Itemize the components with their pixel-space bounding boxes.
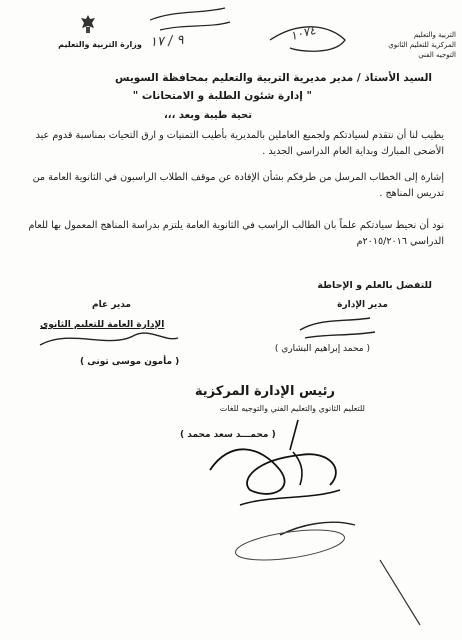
reference-number: ١٠٧٤ [288, 22, 318, 44]
ministry-line: التوجيه الفني [418, 51, 456, 59]
signature-scribble [300, 318, 375, 338]
ministry-header-right [376, 30, 456, 60]
ministry-name-left: وزارة التربية والتعليم [58, 40, 142, 49]
ministry-line: التربية والتعليم [413, 31, 456, 39]
signature-scribble [240, 490, 340, 505]
paragraph: يطيب لنا أن نتقدم لسيادتكم ولجميع العاملين بالمديرية بأطيب التمنيات و ارق التحيات بمناسبة قدوم عيد الأضحى المبارك وبداية العام الدراسي الجديد . [35, 130, 444, 157]
ministry-line: المركزية للتعليم الثانوي [388, 41, 456, 49]
signature-name-right: ( محمد إبراهيم البشاري ) [274, 344, 370, 354]
signature-scribble [290, 420, 302, 485]
signature-title-right: مدير الإدارة [337, 300, 388, 310]
eagle-emblem-icon [79, 14, 97, 34]
subject-line: " إدارة شئون الطلبة و الامتحانات " [132, 90, 312, 102]
signature-scribble [40, 333, 178, 345]
paragraph: نود أن نحيط سيادتكم علماً بان الطالب الراسب في الثانوية العامة يلتزم بدراسة المناهج المعمول بها للعام الدراسي ٢٠١٥/٢٠١٦م [28, 220, 444, 247]
signature-scribble [150, 8, 230, 30]
signature-scribble [380, 560, 420, 625]
stamp-mark [234, 524, 347, 565]
signature-name-left: ( مأمون موسى تونى ) [80, 357, 180, 367]
handwritten-date: ٩ / ١٧ [149, 32, 185, 51]
signature-org-left: الإدارة العامة للتعليم الثانوي [40, 320, 165, 330]
closing-line: للتفضل بالعلم و الإحاطة [317, 280, 432, 291]
paragraph: إشارة إلى الخطاب المرسل من طرفكم بشأن الإفادة عن موقف الطلاب الراسبون في الثانوية العامة من تدريس المناهج . [32, 172, 444, 199]
addressee: السيد الأستاذ / مدير مديرية التربية والتعليم بمحافظة السويس [114, 72, 432, 84]
greeting: تحية طيبة وبعد ،،، [164, 110, 252, 121]
central-admin-name: ( محمـــد سعد محمد ) [180, 430, 276, 440]
signature-scribble [280, 522, 355, 535]
central-admin-title: رئيس الإدارة المركزية [194, 384, 335, 399]
signature-scribble [210, 449, 336, 494]
signature-title-left: مدير عام [92, 300, 132, 310]
central-admin-subtitle: للتعليم الثانوي والتعليم الفني والتوجيه للغات [219, 404, 365, 413]
